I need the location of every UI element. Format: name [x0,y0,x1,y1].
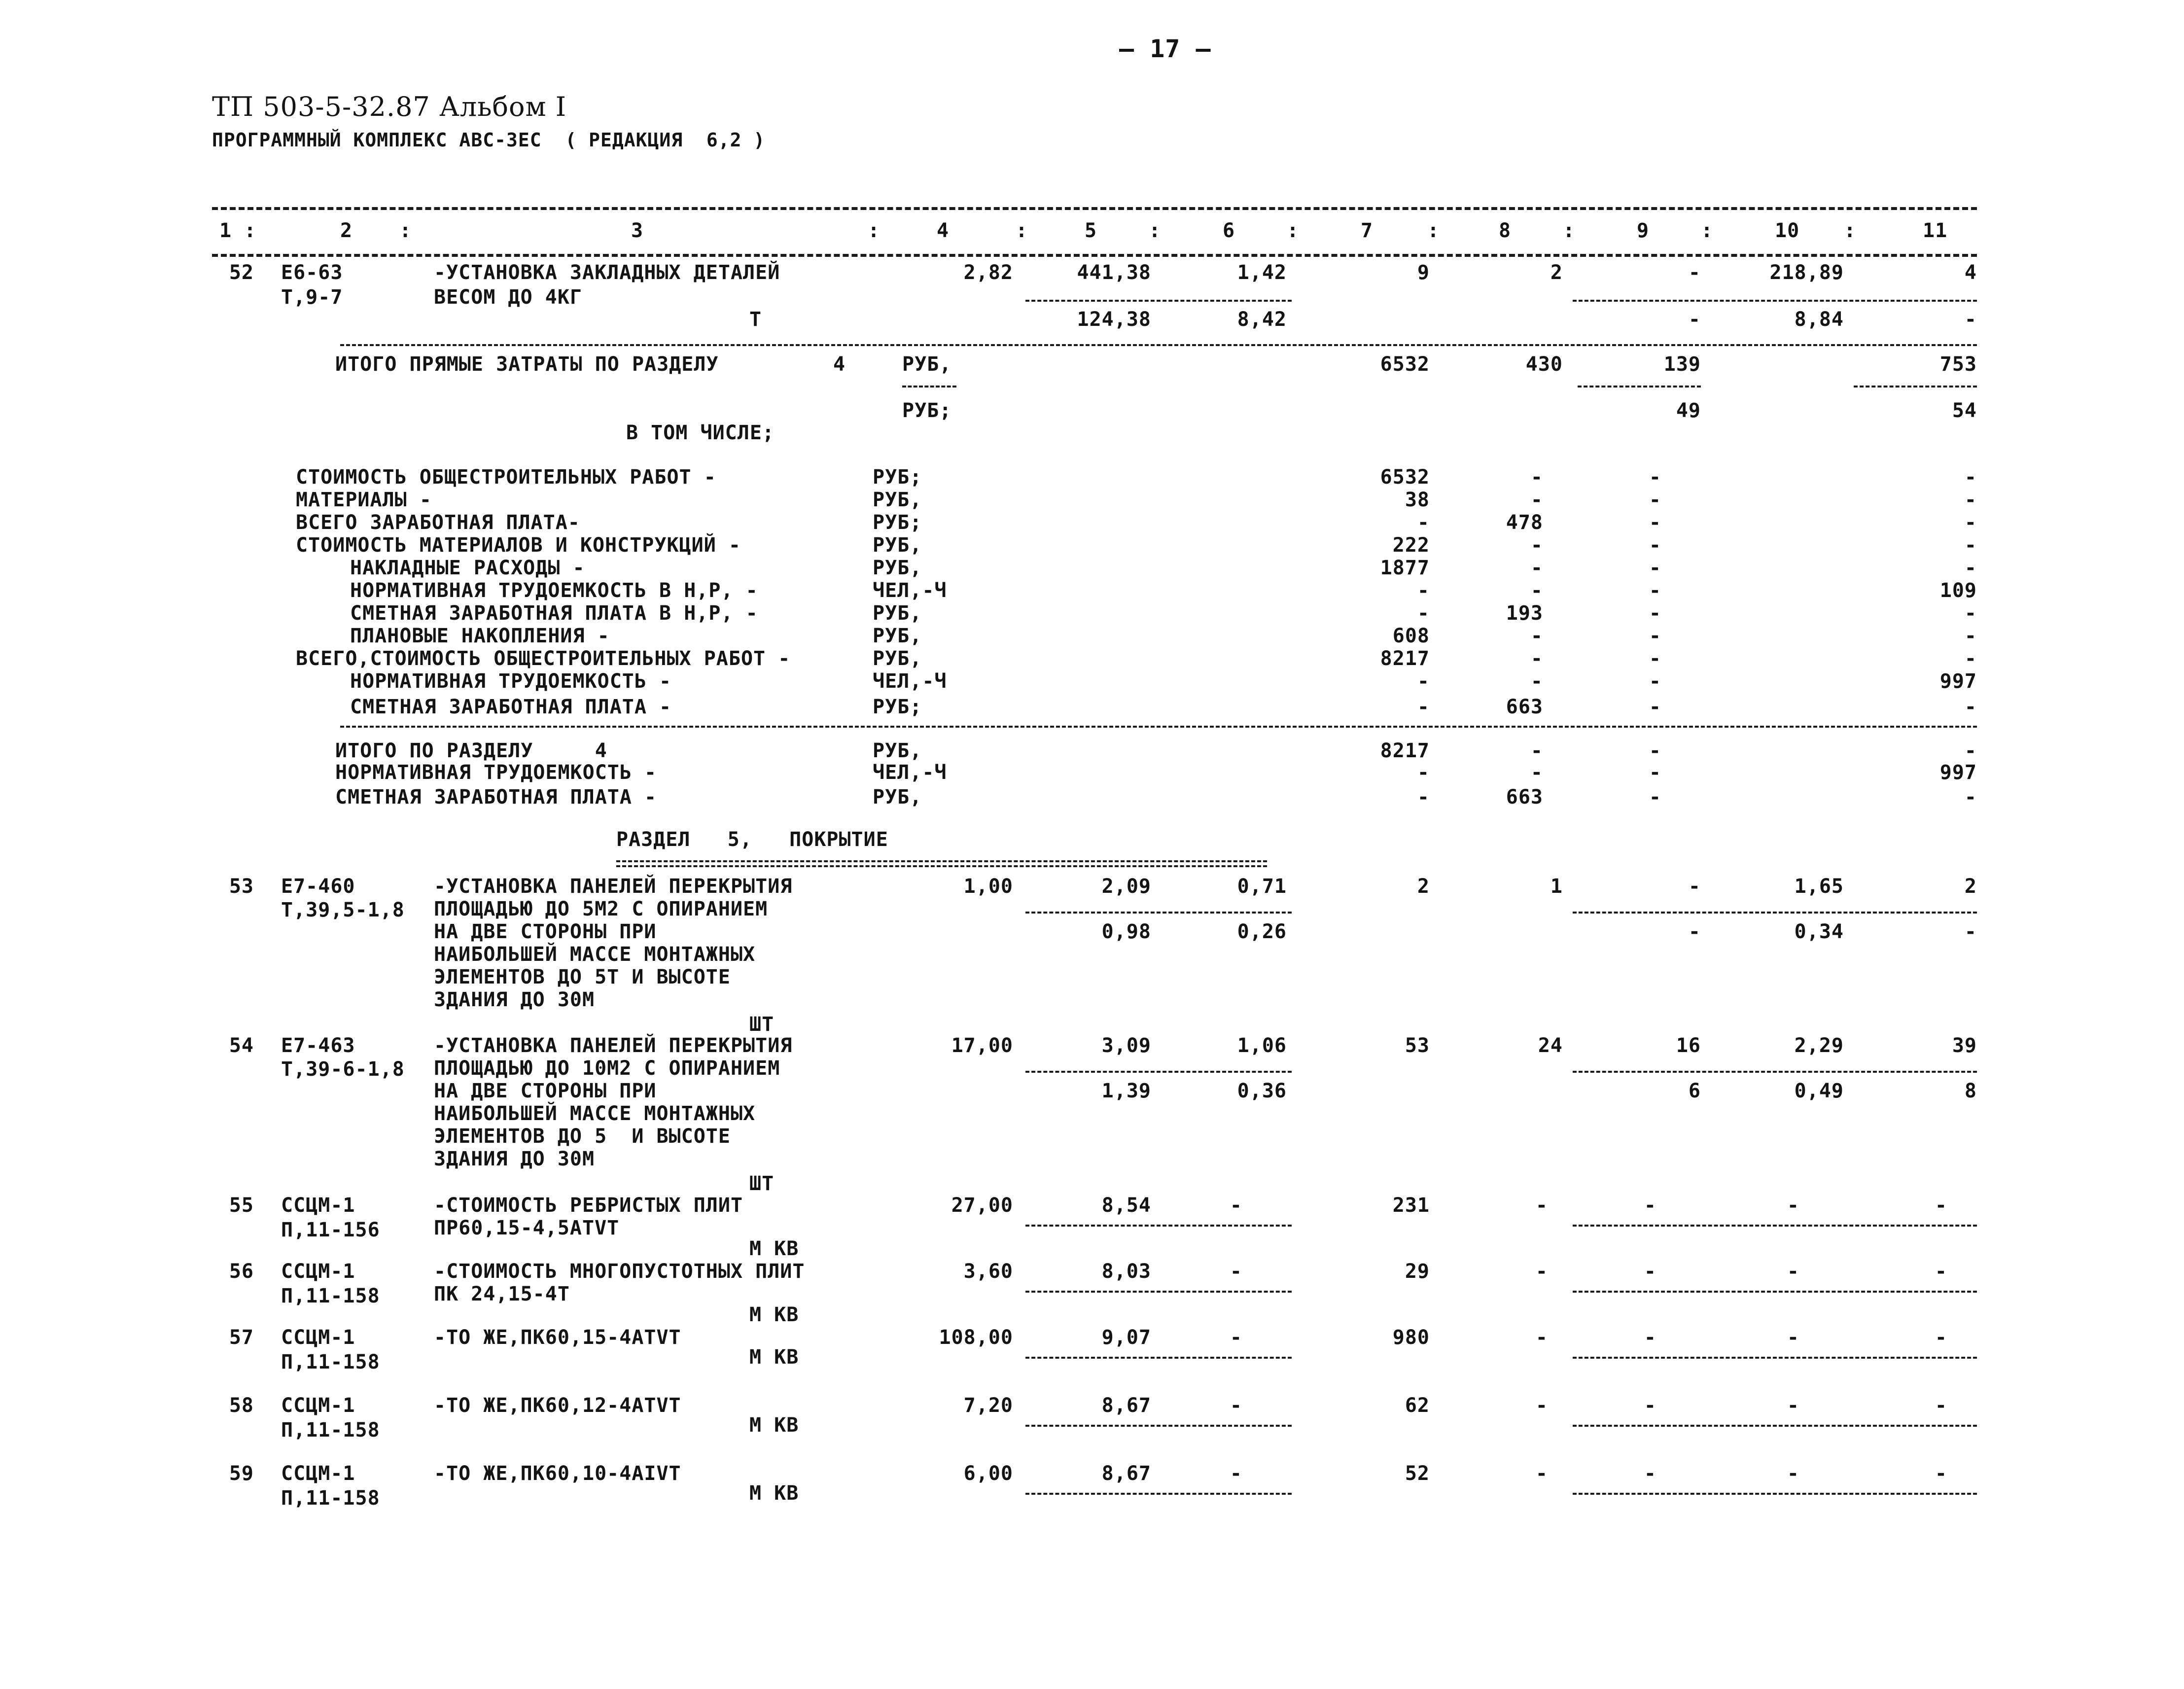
column-separator: : [1016,219,1028,242]
cell: 52 [1405,1462,1430,1485]
unit: Т [749,308,762,331]
page-number: – 17 – [1119,35,1211,63]
cell: - [1535,1462,1548,1485]
column-separator: : [244,219,257,242]
cell: - [1935,1394,1947,1417]
cell: - [1644,1326,1656,1349]
unit: РУБ, [873,647,922,670]
work-description: ЗДАНИЯ ДО 30М [434,1148,595,1170]
dash-rule [1025,1493,1292,1495]
work-description: -УСТАНОВКА ПАНЕЛЕЙ ПЕРЕКРЫТИЯ [434,1034,793,1057]
cell: 3,09 [1101,1034,1151,1057]
norm-code: П,11-158 [281,1351,380,1373]
cell: 39 [1952,1034,1977,1057]
work-description: НА ДВЕ СТОРОНЫ ПРИ [434,1080,657,1102]
cell: 0,26 [1237,920,1287,943]
summary-label: СМЕТНАЯ ЗАРАБОТНАЯ ПЛАТА - [350,696,672,718]
dash-rule [1573,1425,1977,1427]
cell: - [1649,557,1661,579]
dash-rule [1578,386,1701,387]
cell: - [1964,696,1977,718]
summary-label: СТОИМОСТЬ ОБЩЕСТРОИТЕЛЬНЫХ РАБОТ - [296,466,716,489]
row-number: 58 [229,1394,254,1417]
cell: 1877 [1380,557,1430,579]
cell: 441,38 [1077,261,1151,284]
cell: - [1530,625,1543,647]
dash-rule [1854,386,1977,387]
dash-rule [1025,1225,1292,1227]
column-separator: : [1427,219,1440,242]
column-header: 9 [1637,219,1650,242]
cell: - [1530,670,1543,693]
cell: 2 [1417,875,1430,898]
norm-code: ССЦМ-1 [281,1462,355,1485]
cell: - [1649,670,1661,693]
section-title: РАЗДЕЛ 5, ПОКРЫТИЕ [616,828,888,851]
cell: - [1964,647,1977,670]
cell: - [1964,557,1977,579]
norm-code: ССЦМ-1 [281,1326,355,1349]
cell: 9,07 [1101,1326,1151,1349]
summary-label: МАТЕРИАЛЫ - [296,489,432,511]
norm-code: П,11-156 [281,1219,380,1241]
cell: 663 [1506,696,1543,718]
cell: 4 [1964,261,1977,284]
row-number: 59 [229,1462,254,1485]
cell: - [1530,534,1543,557]
cell: - [1649,739,1661,762]
unit: М КВ [749,1414,799,1437]
norm-code: Е7-463 [281,1034,355,1057]
cell: 1,39 [1101,1080,1151,1102]
cell: - [1935,1194,1947,1217]
unit: М КВ [749,1303,799,1326]
cell: - [1530,557,1543,579]
column-separator: : [1844,219,1857,242]
row-number: 54 [229,1034,254,1057]
cell: 222 [1392,534,1430,557]
column-header: 1 [219,219,232,242]
norm-code: ССЦМ-1 [281,1394,355,1417]
section-rule [340,344,1977,346]
work-description: НАИБОЛЬШЕЙ МАССЕ МОНТАЖНЫХ [434,943,756,966]
dash-rule [1025,912,1292,914]
summary-label: СМЕТНАЯ ЗАРАБОТНАЯ ПЛАТА В Н,Р, - [350,602,758,625]
norm-code: Т,39-6-1,8 [281,1058,405,1081]
cell: - [1688,261,1701,284]
summary-label: НОРМАТИВНАЯ ТРУДОЕМКОСТЬ - [350,670,672,693]
quantity: 3,60 [963,1260,1013,1283]
row-number: 52 [229,261,254,284]
unit: РУБ; [873,466,922,489]
dash-rule [1573,1493,1977,1495]
cell: 54 [1952,399,1977,422]
work-description: ЭЛЕМЕНТОВ ДО 5Т И ВЫСОТЕ [434,966,731,988]
norm-code: Е7-460 [281,875,355,898]
cell: 6532 [1380,466,1430,489]
cell: - [1649,489,1661,511]
cell: - [1787,1326,1799,1349]
unit: РУБ; [873,511,922,534]
cell: - [1649,579,1661,602]
quantity: 108,00 [939,1326,1013,1349]
cell: 8,54 [1101,1194,1151,1217]
cell: - [1230,1194,1242,1217]
cell: - [1649,696,1661,718]
cell: 2,29 [1794,1034,1844,1057]
cell: - [1417,696,1430,718]
work-description: -УСТАНОВКА ЗАКЛАДНЫХ ДЕТАЛЕЙ [434,261,780,284]
summary-label: НОРМАТИВНАЯ ТРУДОЕМКОСТЬ В Н,Р, - [350,579,758,602]
cell: 430 [1525,353,1563,376]
cell: - [1964,920,1977,943]
cell: 38 [1405,489,1430,511]
quantity: 6,00 [963,1462,1013,1485]
unit: М КВ [749,1346,799,1369]
cell: - [1787,1394,1799,1417]
unit: М КВ [749,1482,799,1505]
column-header: 7 [1361,219,1374,242]
cell: 8 [1964,1080,1977,1102]
work-description: -ТО ЖЕ,ПК60,12-4АТVТ [434,1394,681,1417]
cell: 218,89 [1769,261,1844,284]
cell: 2 [1550,261,1563,284]
quantity: 17,00 [951,1034,1013,1057]
row-number: 57 [229,1326,254,1349]
dash-rule [1025,1357,1292,1359]
cell: 1 [1550,875,1563,898]
cell: - [1417,511,1430,534]
cell: - [1535,1260,1548,1283]
column-header-rule [212,254,1977,257]
cell: 478 [1506,511,1543,534]
work-description: ЗДАНИЯ ДО 30М [434,988,595,1011]
cell: - [1230,1260,1242,1283]
unit: РУБ; [873,696,922,718]
unit: РУБ, [873,534,922,557]
unit: ЧЕЛ,-Ч [873,761,947,784]
unit: РУБ, [873,786,922,809]
cell: 1,65 [1794,875,1844,898]
quantity: 2,82 [963,261,1013,284]
column-separator: : [1701,219,1714,242]
cell: - [1688,875,1701,898]
cell: - [1530,579,1543,602]
section-title-double-rule [616,860,1267,867]
summary-label: ВСЕГО,СТОИМОСТЬ ОБЩЕСТРОИТЕЛЬНЫХ РАБОТ - [296,647,791,670]
cell: 8217 [1380,647,1430,670]
cell: - [1417,761,1430,784]
cell: - [1644,1194,1656,1217]
work-description: ЭЛЕМЕНТОВ ДО 5 И ВЫСОТЕ [434,1125,731,1148]
cell: 997 [1939,761,1977,784]
quantity: 1,00 [963,875,1013,898]
work-description: ВЕСОМ ДО 4КГ [434,286,582,309]
unit: ШТ [749,1172,775,1195]
work-description: -ТО ЖЕ,ПК60,15-4АТVТ [434,1326,681,1349]
dash-rule [1573,300,1977,302]
cell: - [1530,761,1543,784]
column-header: 4 [937,219,950,242]
dash-rule [1573,1357,1977,1359]
work-description: -ТО ЖЕ,ПК60,10-4АIVТ [434,1462,681,1485]
dash-rule [1025,1291,1292,1293]
cell: 1,42 [1237,261,1287,284]
row-number: 55 [229,1194,254,1217]
section-rule [340,726,1977,728]
cell: - [1964,511,1977,534]
column-header: 10 [1775,219,1800,242]
column-header: 3 [631,219,644,242]
column-separator: : [399,219,412,242]
cell: - [1935,1326,1947,1349]
unit: РУБ, [873,557,922,579]
cell: - [1417,670,1430,693]
quantity: 27,00 [951,1194,1013,1217]
cell: 6 [1688,1080,1701,1102]
norm-code: П,11-158 [281,1487,380,1510]
dash-rule [1573,1291,1977,1293]
cell: 6532 [1380,353,1430,376]
row-number: 53 [229,875,254,898]
section-total-label: СМЕТНАЯ ЗАРАБОТНАЯ ПЛАТА - [335,786,657,809]
column-separator: : [868,219,881,242]
work-description: ПК 24,15-4Т [434,1283,570,1305]
section-total-label: ИТОГО ПО РАЗДЕЛУ 4 [335,739,607,762]
work-description: ПР60,15-4,5АТVТ [434,1217,620,1239]
cell: - [1535,1394,1548,1417]
cell: - [1649,647,1661,670]
cell: 0,34 [1794,920,1844,943]
cell: 49 [1676,399,1701,422]
cell: - [1649,466,1661,489]
cell: - [1530,466,1543,489]
summary-label: СТОИМОСТЬ МАТЕРИАЛОВ И КОНСТРУКЦИЙ - [296,534,741,557]
dash-rule [902,386,956,387]
work-description: -СТОИМОСТЬ РЕБРИСТЫХ ПЛИТ [434,1194,743,1217]
unit: ЧЕЛ,-Ч [873,670,947,693]
cell: - [1644,1394,1656,1417]
unit: ШТ [749,1013,775,1036]
norm-code: П,11-158 [281,1285,380,1307]
cell: - [1688,920,1701,943]
table-top-rule [212,207,1977,210]
unit: РУБ, [873,625,922,647]
cell: 0,98 [1101,920,1151,943]
work-description: -УСТАНОВКА ПАНЕЛЕЙ ПЕРЕКРЫТИЯ [434,875,793,898]
cell: 9 [1417,261,1430,284]
summary-label: ПЛАНОВЫЕ НАКОПЛЕНИЯ - [350,625,610,647]
cell: 53 [1405,1034,1430,1057]
cell: - [1964,308,1977,331]
cell: - [1964,534,1977,557]
cell: 109 [1939,579,1977,602]
cell: - [1649,602,1661,625]
cell: - [1535,1326,1548,1349]
cell: 139 [1663,353,1701,376]
cell: - [1964,625,1977,647]
cell: 608 [1392,625,1430,647]
quantity: 7,20 [963,1394,1013,1417]
work-description: ПЛОЩАДЬЮ ДО 5М2 С ОПИРАНИЕМ [434,898,768,920]
cell: - [1935,1462,1947,1485]
work-description: НАИБОЛЬШЕЙ МАССЕ МОНТАЖНЫХ [434,1102,756,1125]
unit: РУБ, [873,602,922,625]
dash-rule [1025,1425,1292,1427]
unit: РУБ; [902,399,952,422]
column-header: 11 [1923,219,1948,242]
cell: 8,67 [1101,1394,1151,1417]
cell: - [1535,1194,1548,1217]
cell: - [1230,1326,1242,1349]
work-description: ПЛОЩАДЬЮ ДО 10М2 С ОПИРАНИЕМ [434,1057,780,1080]
cell: 8,42 [1237,308,1287,331]
cell: - [1964,786,1977,809]
cell: 2 [1964,875,1977,898]
unit: РУБ, [873,739,922,762]
totals-label: ИТОГО ПРЯМЫЕ ЗАТРАТЫ ПО РАЗДЕЛУ [335,353,719,376]
cell: - [1964,739,1977,762]
norm-code: ССЦМ-1 [281,1194,355,1217]
cell: - [1530,739,1543,762]
summary-label: НАКЛАДНЫЕ РАСХОДЫ - [350,557,585,579]
cell: 980 [1392,1326,1430,1349]
cell: - [1644,1260,1656,1283]
norm-code: П,11-158 [281,1419,380,1442]
cell: - [1230,1462,1242,1485]
cell: 663 [1506,786,1543,809]
cell: 2,09 [1101,875,1151,898]
dash-rule [1573,912,1977,914]
cell: - [1417,579,1430,602]
cell: - [1787,1462,1799,1485]
column-separator: : [1287,219,1300,242]
cell: 1,06 [1237,1034,1287,1057]
norm-code: ССЦМ-1 [281,1260,355,1283]
cell: 0,71 [1237,875,1287,898]
cell: 753 [1939,353,1977,376]
column-separator: : [1563,219,1576,242]
cell: - [1649,625,1661,647]
dash-rule [1573,1071,1977,1073]
cell: 8217 [1380,739,1430,762]
section-total-label: НОРМАТИВНАЯ ТРУДОЕМКОСТЬ - [335,761,657,784]
subheading: В ТОМ ЧИСЛЕ; [626,422,775,444]
cell: - [1644,1462,1656,1485]
program-title: ПРОГРАММНЫЙ КОМПЛЕКС АВС-ЗЕС ( РЕДАКЦИЯ 6,2 ) [212,129,766,151]
cell: 997 [1939,670,1977,693]
cell: - [1649,786,1661,809]
cell: 8,03 [1101,1260,1151,1283]
column-header: 2 [340,219,353,242]
cell: 8,84 [1794,308,1844,331]
cell: 62 [1405,1394,1430,1417]
dash-rule [1573,1225,1977,1227]
cell: - [1688,308,1701,331]
column-header: 6 [1223,219,1235,242]
cell: 0,49 [1794,1080,1844,1102]
cell: - [1787,1260,1799,1283]
column-header: 8 [1499,219,1512,242]
cell: - [1964,489,1977,511]
cell: - [1230,1394,1242,1417]
cell: 231 [1392,1194,1430,1217]
cell: 29 [1405,1260,1430,1283]
cell: 24 [1538,1034,1563,1057]
norm-code: Т,9-7 [281,286,343,309]
dash-rule [1025,300,1292,302]
cell: - [1417,602,1430,625]
cell: - [1530,647,1543,670]
dash-rule [1025,1071,1292,1073]
cell: 193 [1506,602,1543,625]
cell: - [1530,489,1543,511]
cell: - [1935,1260,1947,1283]
section-number: 4 [833,353,846,376]
column-header: 5 [1085,219,1097,242]
row-number: 56 [229,1260,254,1283]
unit: М КВ [749,1237,799,1260]
unit: РУБ, [902,353,952,376]
cell: - [1964,602,1977,625]
cell: - [1649,761,1661,784]
unit: ЧЕЛ,-Ч [873,579,947,602]
cell: - [1787,1194,1799,1217]
column-separator: : [1149,219,1162,242]
cell: - [1649,534,1661,557]
cell: - [1964,466,1977,489]
work-description: -СТОИМОСТЬ МНОГОПУСТОТНЫХ ПЛИТ [434,1260,805,1283]
unit: РУБ, [873,489,922,511]
norm-code: Т,39,5-1,8 [281,899,405,921]
cell: 8,67 [1101,1462,1151,1485]
cell: - [1649,511,1661,534]
summary-label: ВСЕГО ЗАРАБОТНАЯ ПЛАТА- [296,511,580,534]
cell: 0,36 [1237,1080,1287,1102]
cell: 124,38 [1077,308,1151,331]
cell: 16 [1676,1034,1701,1057]
work-description: НА ДВЕ СТОРОНЫ ПРИ [434,920,657,943]
cell: - [1417,786,1430,809]
doc-id: ТП 503-5-32.87 Альбом I [212,91,567,122]
norm-code: Е6-63 [281,261,343,284]
